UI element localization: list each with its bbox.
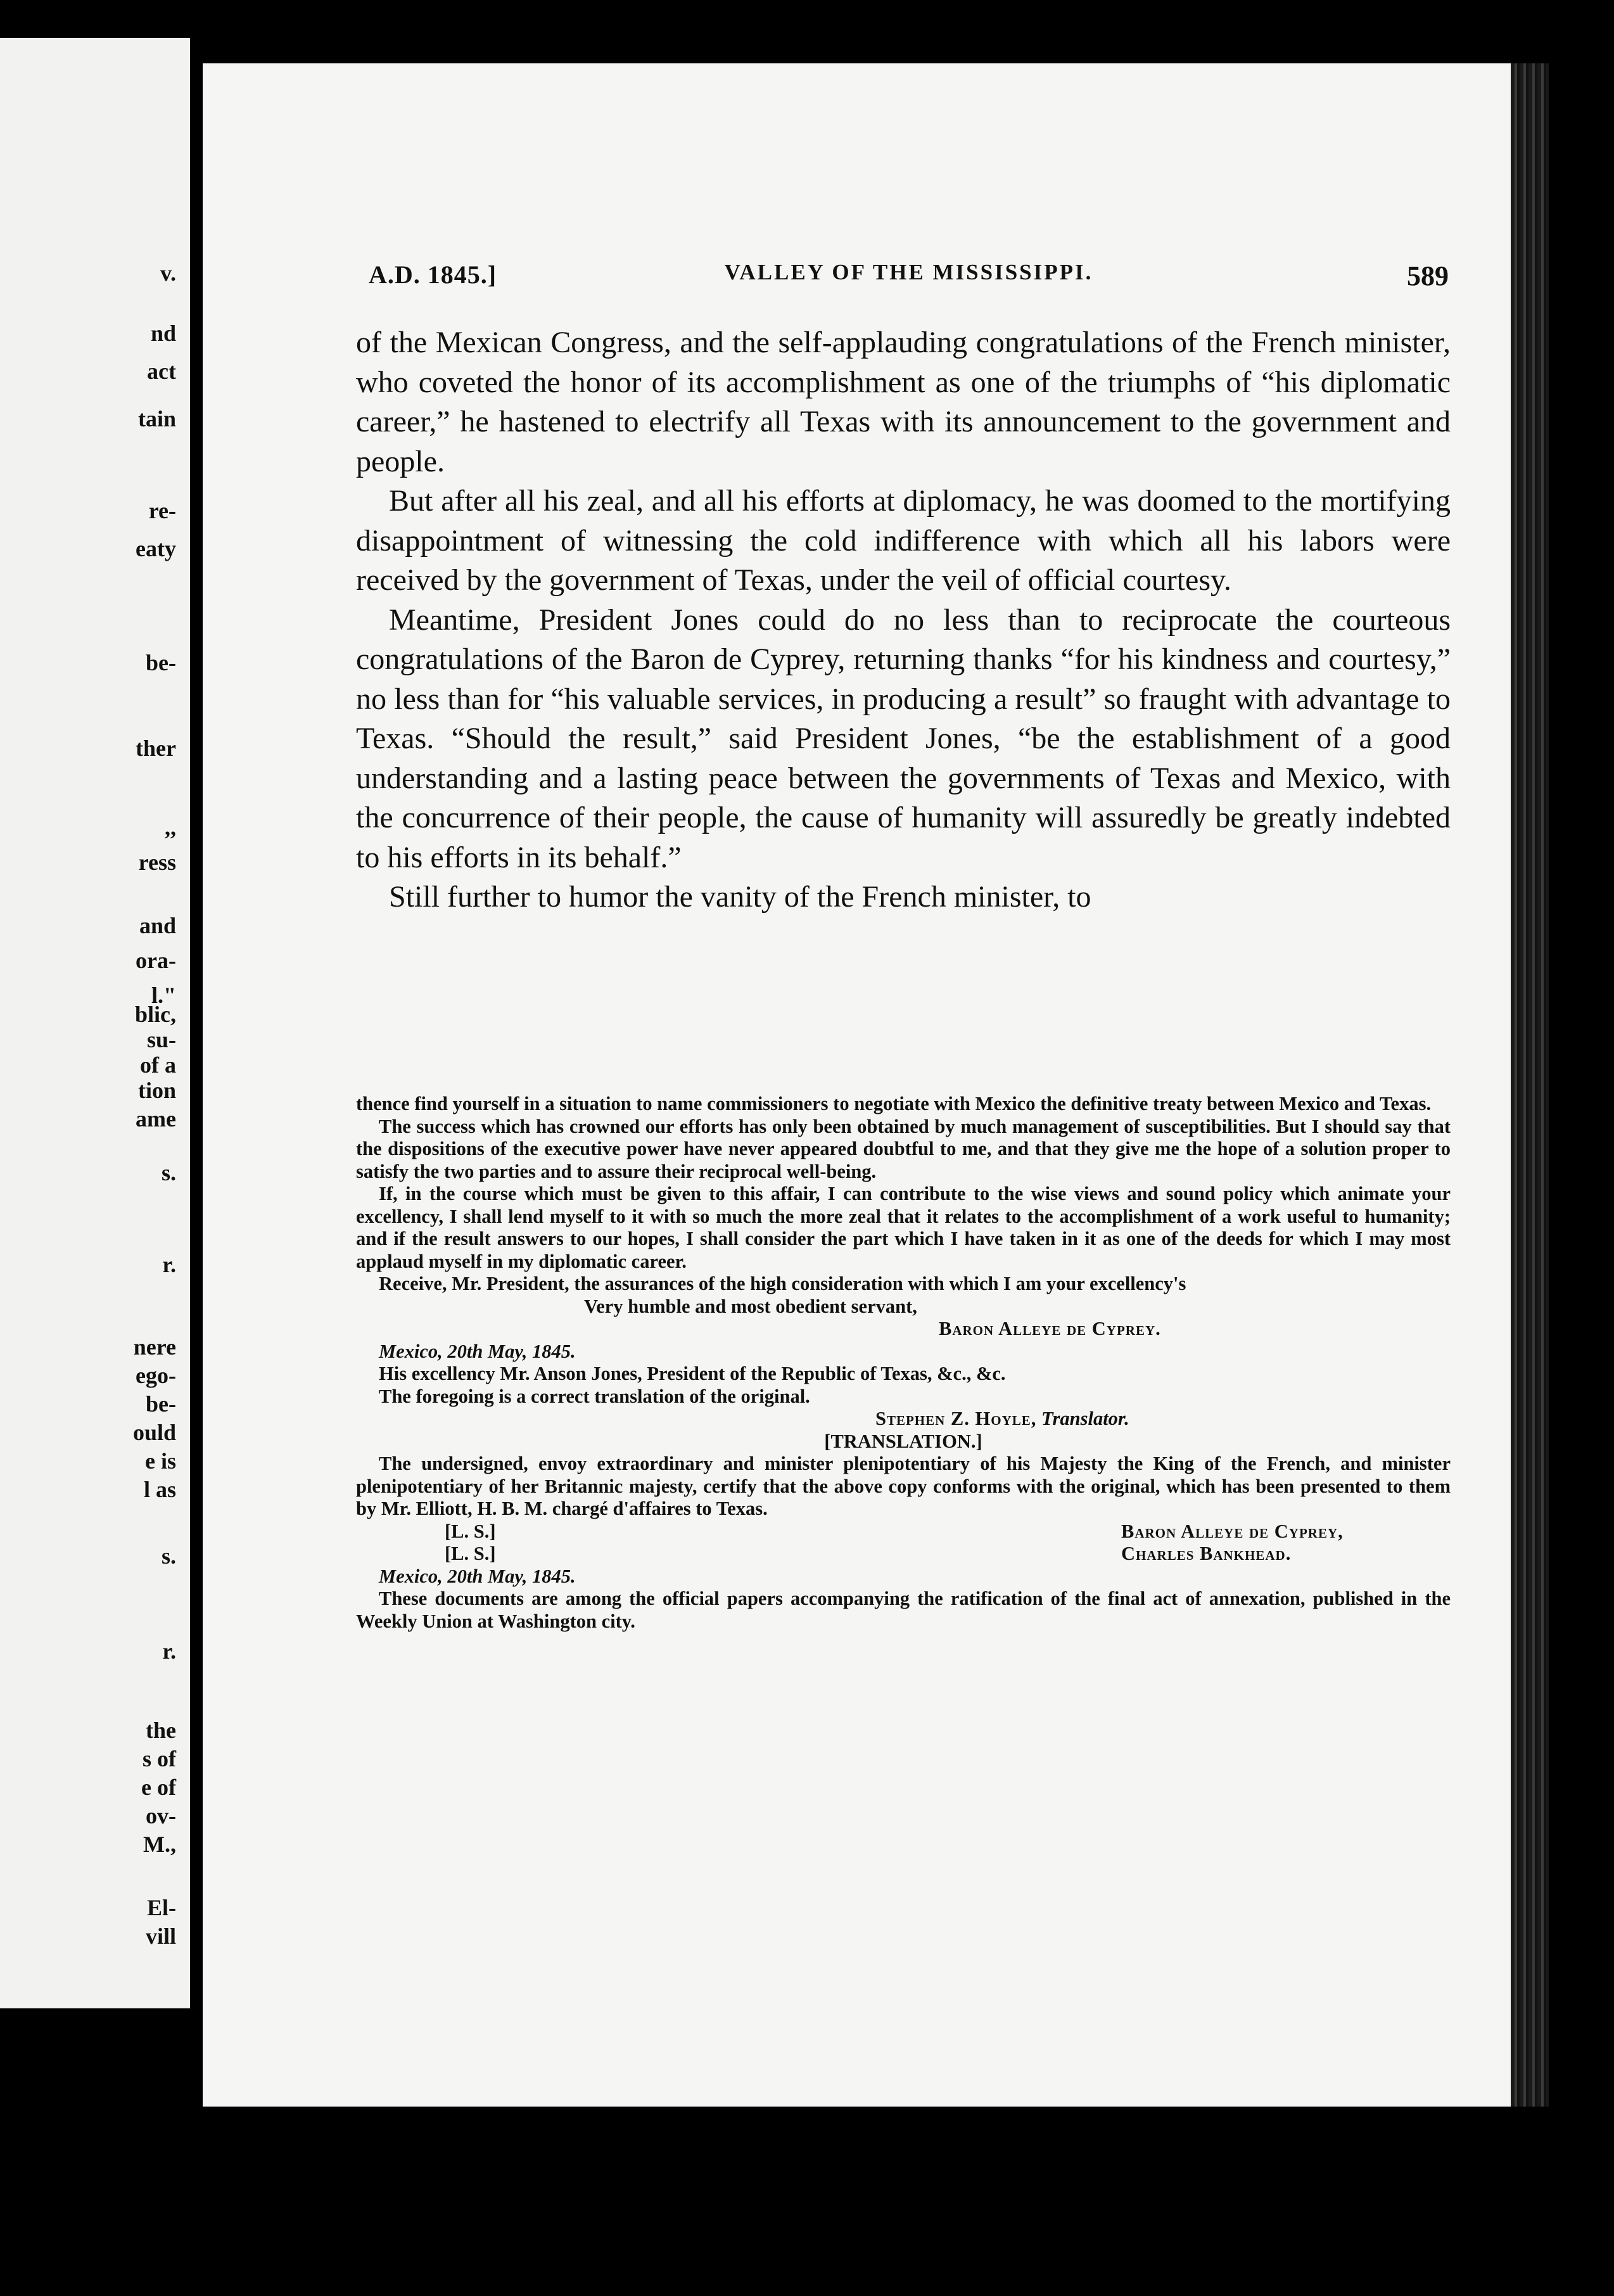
adjacent-page-line: v.	[160, 260, 176, 286]
adjacent-page-line: tion	[137, 1078, 176, 1103]
translator-line	[356, 1408, 1451, 1431]
adjacent-page-line: l."	[151, 983, 176, 1008]
adjacent-page-line: e is	[145, 1448, 176, 1474]
translation-heading: [TRANSLATION.]	[824, 1430, 982, 1452]
address-line: His excellency Mr. Anson Jones, President of the Republic of Texas, &c., &c.	[379, 1363, 1006, 1384]
note-paragraph: thence find yourself in a situation to name commissioners to negotiate with Mexico the definitive treaty between Mexico and Texas.	[356, 1093, 1432, 1114]
adjacent-page-line: be-	[146, 650, 176, 675]
seal-mark: [L. S.]	[445, 1520, 496, 1542]
main-text	[356, 323, 1451, 917]
adjacent-page-line: vill	[145, 1923, 176, 1949]
note-paragraph: The foregoing is a correct translation of the original.	[379, 1385, 810, 1407]
adjacent-page-line: s of	[143, 1746, 176, 1771]
paragraph: Still further to humor the vanity of the French minister, to	[389, 880, 1091, 914]
adjacent-page-line: ,,	[165, 815, 176, 840]
adjacent-page-line: ress	[138, 850, 176, 875]
adjacent-page-line: s.	[161, 1543, 176, 1569]
signature: Baron Alleye de Cyprey,	[1121, 1520, 1344, 1542]
adjacent-page-line: nd	[150, 321, 176, 346]
adjacent-page-line: eaty	[136, 536, 176, 561]
adjacent-page-line: act	[147, 359, 176, 384]
adjacent-page-line: r.	[162, 1252, 176, 1277]
adjacent-page-line: ov-	[146, 1803, 176, 1828]
adjacent-page-line: ora-	[136, 948, 176, 973]
closing-line: Very humble and most obedient servant,	[584, 1295, 917, 1317]
adjacent-page-line: of a	[140, 1052, 176, 1078]
adjacent-page-line: re-	[148, 498, 176, 523]
paragraph: But after all his zeal, and all his efforts at diplomacy, he was doomed to the mortifying disappointment of witnessing the cold indifference with which all his labors were received by the government of Texas, under the veil of official courtesy.	[356, 484, 1451, 597]
note-paragraph: The success which has crowned our efforts has only been obtained by much management of susceptibilities. But I should say that the dispositions of the executive power have never appeared doubtful to me, and that they give me the hope of a solution proper to satisfy the two parties and to assure their reciprocal well-being.	[356, 1115, 1451, 1182]
adjacent-page-line: blic,	[134, 1002, 176, 1027]
adjacent-page-line: be-	[146, 1391, 176, 1417]
adjacent-page-line: su-	[146, 1027, 176, 1052]
place-date: Mexico, 20th May, 1845.	[379, 1565, 576, 1587]
note-paragraph: These documents are among the official papers accompanying the ratification of the final act of annexation, published in the Weekly Union at Washington city.	[356, 1588, 1451, 1632]
seal-mark: [L. S.]	[445, 1543, 496, 1564]
book-page	[203, 63, 1511, 2107]
page-edge	[1511, 63, 1549, 2107]
adjacent-page-line: tain	[137, 406, 176, 431]
signature: Charles Bankhead.	[1121, 1543, 1292, 1564]
adjacent-page-line: ould	[132, 1420, 176, 1445]
note-paragraph: Receive, Mr. President, the assurances of the high consideration with which I am your excellency's	[379, 1273, 1186, 1294]
adjacent-page-line: ther	[136, 736, 176, 761]
paragraph: of the Mexican Congress, and the self-applauding congratulations of the French minister, who coveted the honor of its accomplishment as one of the triumphs of “his diplomatic career,” he hastened to electrify all Texas with its announcement to the government and people.	[356, 326, 1451, 478]
translator-name: Stephen Z. Hoyle,	[875, 1408, 1037, 1429]
adjacent-page	[0, 38, 190, 2008]
adjacent-page-line: M.,	[143, 1832, 176, 1857]
place-date: Mexico, 20th May, 1845.	[379, 1340, 576, 1362]
adjacent-page-line: ame	[136, 1106, 176, 1132]
adjacent-page-line: e of	[141, 1775, 176, 1800]
translator-title: Translator.	[1041, 1408, 1129, 1429]
adjacent-page-line: El-	[146, 1895, 176, 1920]
adjacent-page-line: r.	[162, 1638, 176, 1664]
seal-row	[356, 1521, 1451, 1543]
note-paragraph: If, in the course which must be given to this affair, I can contribute to the wise views and sound policy which animate your excellency, I shall lend myself to it with so much the more zeal that it relates to the accomplishment of a work useful to humanity; and if the result answers to our hopes, I shall consider the part which I have taken in it as one of the deeds for which I may most applaud myself in my diplomatic career.	[356, 1183, 1451, 1272]
signature: Baron Alleye de Cyprey.	[939, 1318, 1161, 1339]
page-number: 589	[1407, 260, 1449, 291]
adjacent-page-line: and	[139, 913, 176, 938]
adjacent-page-line: s.	[161, 1160, 176, 1185]
header-date: A.D. 1845.]	[369, 260, 497, 289]
footnote-block	[356, 1093, 1451, 1633]
adjacent-page-line: nere	[133, 1334, 176, 1360]
adjacent-page-line: ego-	[136, 1363, 176, 1388]
running-title: VALLEY OF THE MISSISSIPPI.	[724, 260, 1093, 284]
adjacent-page-line: l as	[143, 1477, 176, 1502]
page-header	[369, 260, 1449, 298]
seal-row	[356, 1543, 1451, 1566]
paragraph: Meantime, President Jones could do no less than to reciprocate the courteous congratulations of the Baron de Cyprey, returning thanks “for his kindness and courtesy,” no less than for “his valuable services, in producing a result” so fraught with advantage to Texas. “Should the result,” said President Jones, “be the establishment of a good understanding and a lasting peace between the governments of Texas and Mexico, with the concurrence of their people, the cause of humanity will assuredly be greatly indebted to his efforts in its behalf.”	[356, 603, 1451, 874]
note-paragraph: The undersigned, envoy extraordinary and minister plenipotentiary of his Majesty the King of the French, and minister plenipotentiary of her Britannic majesty, certify that the above copy conforms with the original, which has been presented to them by Mr. Elliott, H. B. M. chargé d'affaires to Texas.	[356, 1453, 1451, 1519]
adjacent-page-line: the	[146, 1718, 176, 1743]
